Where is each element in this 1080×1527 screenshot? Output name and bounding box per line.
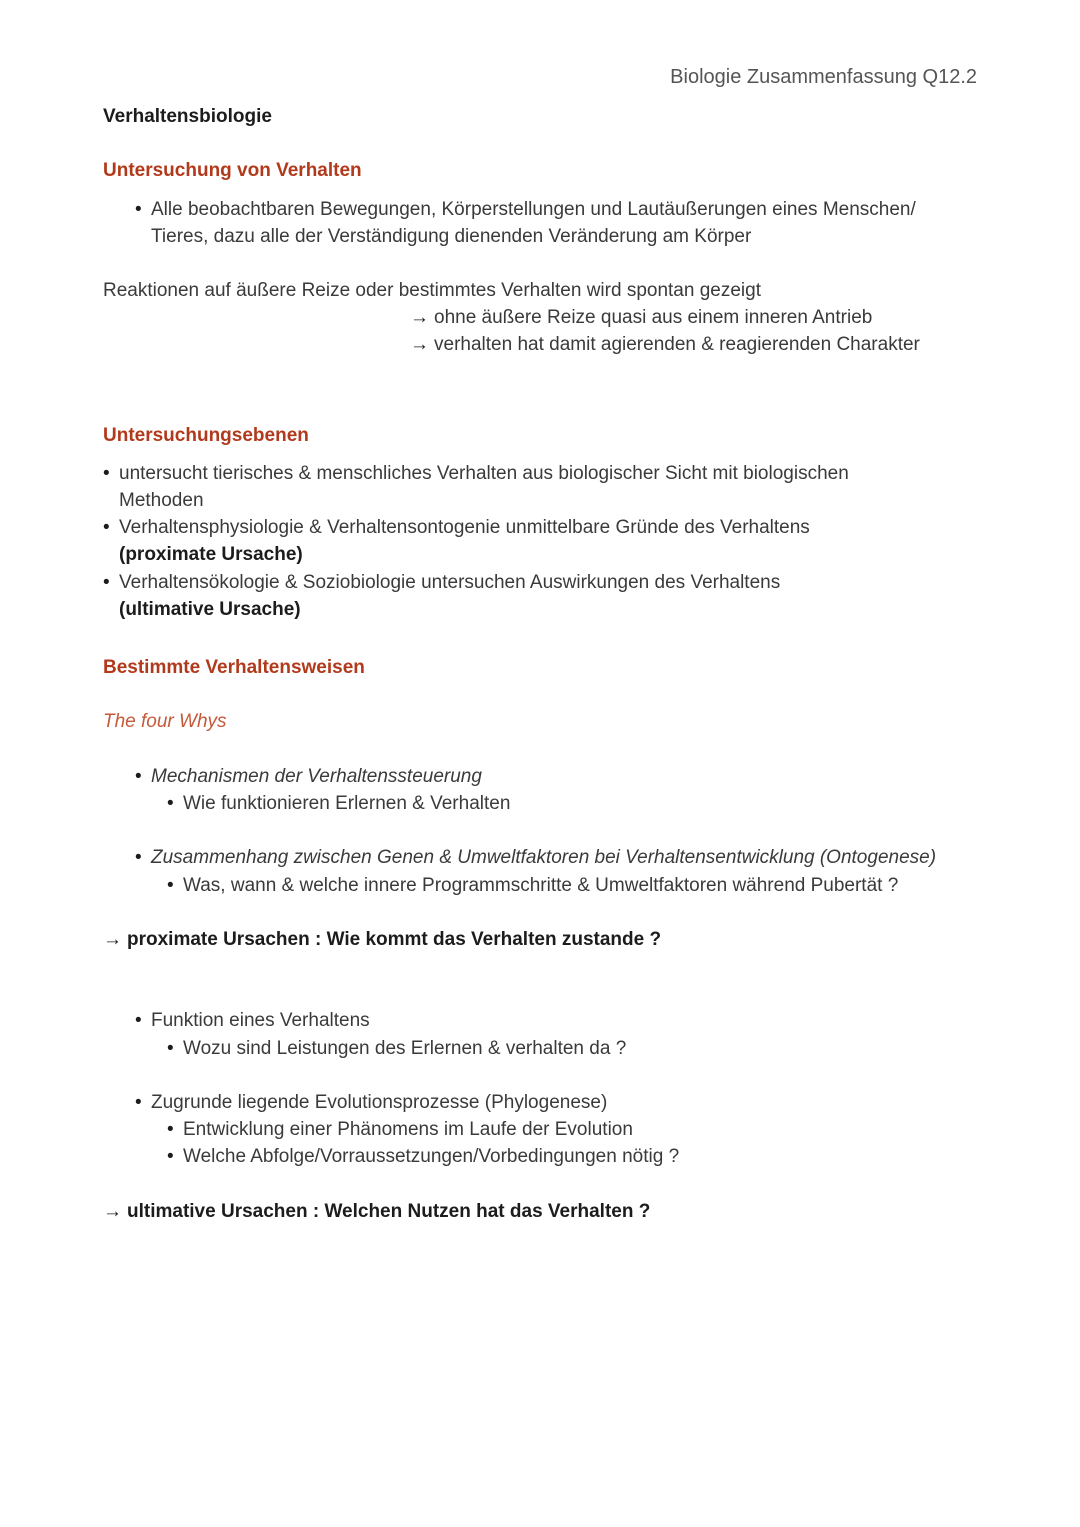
summary-text: ultimative Ursachen : Welchen Nutzen hat das Verhalten ? — [127, 1201, 651, 1222]
bullet-icon: • — [167, 1038, 174, 1059]
bullet-icon: • — [135, 1092, 142, 1113]
arrow-right-icon: → — [103, 1201, 122, 1222]
list-item — [103, 460, 849, 487]
bullet-icon: • — [103, 463, 110, 484]
subheading-four-whys: The four Whys — [103, 711, 227, 732]
summary-ultimate — [103, 1198, 650, 1225]
list-item-text: Funktion eines Verhaltens — [151, 1010, 370, 1031]
list-item-text: Mechanismen der Verhaltenssteuerung — [151, 766, 482, 787]
list-item-text: Alle beobachtbaren Bewegungen, Körperstellungen und Lautäußerungen eines Menschen/ — [151, 199, 916, 220]
arrow-line-text: verhalten hat damit agierenden & reagierenden Charakter — [434, 334, 920, 355]
arrow-line — [410, 304, 872, 331]
list-item — [135, 763, 482, 790]
arrow-right-icon: → — [103, 929, 122, 950]
sub-list-item-text: Was, wann & welche innere Programmschritte & Umweltfaktoren während Pubertät ? — [183, 875, 899, 896]
list-item-continuation: Methoden — [119, 490, 204, 511]
list-item-text: untersucht tierisches & menschliches Verhalten aus biologischer Sicht mit biologischen — [119, 463, 849, 484]
bullet-icon: • — [135, 766, 142, 787]
bullet-icon: • — [167, 875, 174, 896]
list-item-text: Zugrunde liegende Evolutionsprozesse (Phylogenese) — [151, 1092, 608, 1113]
list-item — [135, 1007, 370, 1034]
list-item-continuation: Tieres, dazu alle der Verständigung dienenden Veränderung am Körper — [151, 226, 752, 247]
bullet-icon: • — [103, 517, 110, 538]
list-item-continuation: (proximate Ursache) — [119, 544, 303, 565]
bullet-icon: • — [135, 847, 142, 868]
bullet-icon: • — [167, 793, 174, 814]
list-item — [103, 514, 810, 541]
sub-list-item — [167, 790, 510, 817]
bullet-icon: • — [135, 1010, 142, 1031]
arrow-right-icon: → — [410, 307, 429, 328]
summary-proximate — [103, 926, 661, 953]
bullet-icon: • — [167, 1119, 174, 1140]
arrow-right-icon: → — [410, 334, 429, 355]
list-item — [135, 844, 936, 871]
sub-list-item — [167, 872, 898, 899]
sub-list-item — [167, 1035, 626, 1062]
list-item-text: Verhaltensphysiologie & Verhaltensontogenie unmittelbare Gründe des Verhaltens — [119, 517, 810, 538]
sub-list-item-text: Entwicklung einer Phänomens im Laufe der Evolution — [183, 1119, 633, 1140]
sub-list-item-text: Wie funktionieren Erlernen & Verhalten — [183, 793, 511, 814]
bullet-icon: • — [167, 1146, 174, 1167]
sub-list-item — [167, 1143, 679, 1170]
paragraph: Reaktionen auf äußere Reize oder bestimmtes Verhalten wird spontan gezeigt — [103, 280, 761, 301]
sub-list-item-text: Wozu sind Leistungen des Erlernen & verhalten da ? — [183, 1038, 627, 1059]
sub-list-item — [167, 1116, 633, 1143]
list-item — [135, 196, 916, 223]
document-header: Biologie Zusammenfassung Q12.2 — [670, 66, 977, 88]
bullet-icon: • — [103, 572, 110, 593]
page-title: Verhaltensbiologie — [103, 106, 272, 127]
summary-text: proximate Ursachen : Wie kommt das Verhalten zustande ? — [127, 929, 662, 950]
arrow-line-text: ohne äußere Reize quasi aus einem inneren Antrieb — [434, 307, 873, 328]
section-heading-untersuchung: Untersuchung von Verhalten — [103, 160, 362, 181]
list-item — [103, 569, 780, 596]
list-item-text: Verhaltensökologie & Soziobiologie untersuchen Auswirkungen des Verhaltens — [119, 572, 781, 593]
section-heading-untersuchungsebenen: Untersuchungsebenen — [103, 425, 309, 446]
list-item-continuation: (ultimative Ursache) — [119, 599, 301, 620]
list-item-text: Zusammenhang zwischen Genen & Umweltfaktoren bei Verhaltensentwicklung (Ontogenese) — [151, 847, 937, 868]
list-item — [135, 1089, 607, 1116]
arrow-line — [410, 331, 920, 358]
section-heading-verhaltensweisen: Bestimmte Verhaltensweisen — [103, 657, 365, 678]
sub-list-item-text: Welche Abfolge/Vorraussetzungen/Vorbedingungen nötig ? — [183, 1146, 680, 1167]
bullet-icon: • — [135, 199, 142, 220]
